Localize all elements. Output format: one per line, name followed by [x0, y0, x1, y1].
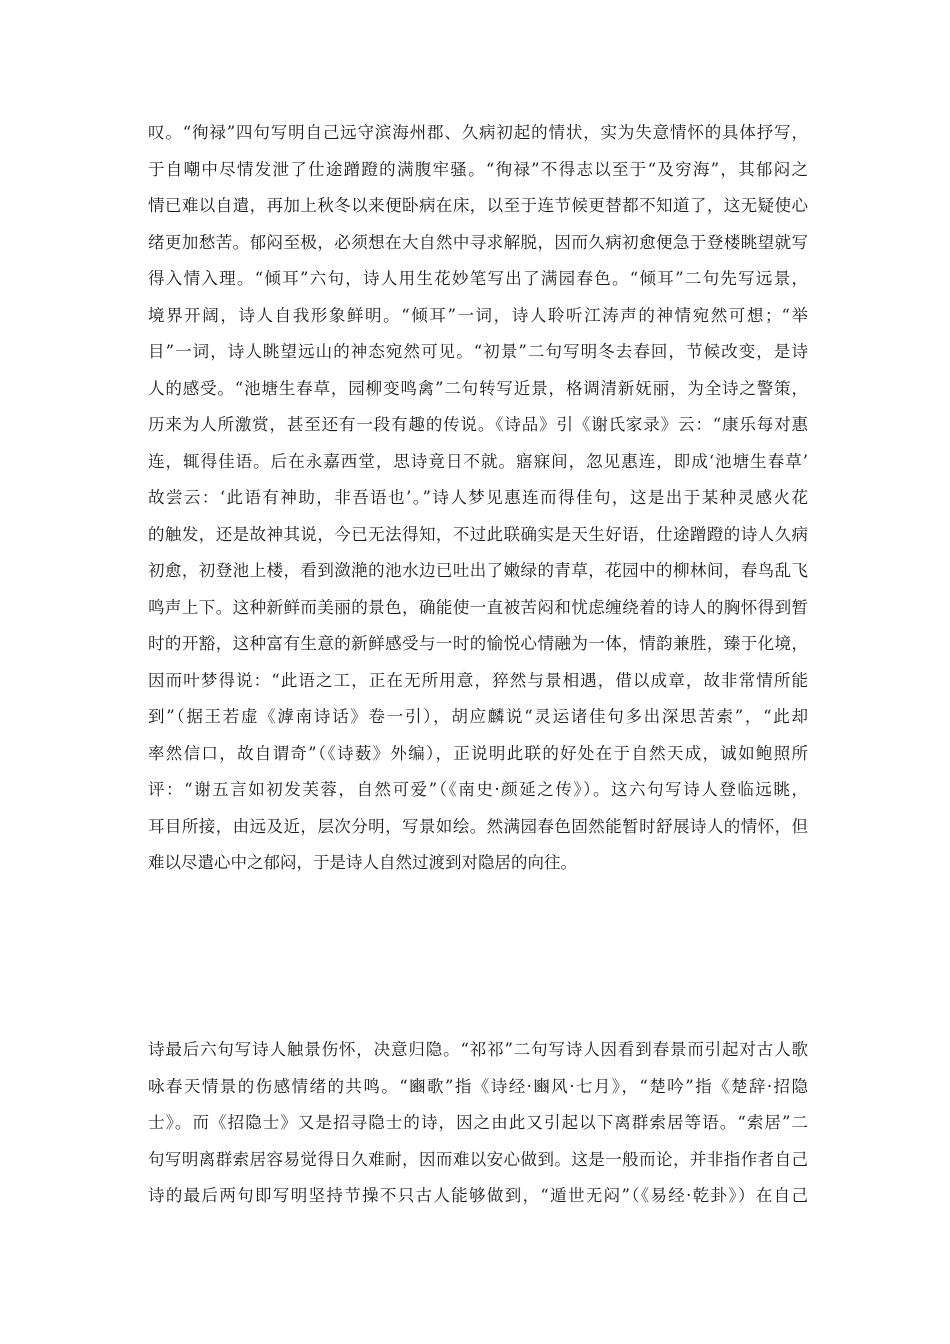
- text-line: 咏春天情景的伤感情绪的共鸣。“豳歌”指《诗经·豳风·七月》，“楚吟”指《楚辞·招隐: [148, 1076, 808, 1096]
- text-line: 情已难以自遣，再加上秋冬以来便卧病在床，以至于连节候更替都不知道了，这无疑使心: [148, 196, 808, 215]
- text-line: 诗的最后两句即写明坚持节操不只古人能够做到，“遁世无闷”（《易经·乾卦》）在自己: [148, 1186, 808, 1205]
- text-line: 目”一词，诗人眺望远山的神态宛然可见。“初景”二句写明冬去春回，节候改变，是诗: [148, 342, 808, 361]
- text-line: 人的感受。“池塘生春草，园柳变鸣禽”二句转写近景，格调清新妩丽，为全诗之警策，: [148, 378, 808, 398]
- text-line: 的触发，还是故神其说，今已无法得知，不过此联确实是天生好语，仕途蹭蹬的诗人久病: [148, 524, 808, 544]
- text-line: 诗最后六句写诗人触景伤怀，决意归隐。“祁祁”二句写诗人因看到春景而引起对古人歌: [148, 1040, 808, 1059]
- text-line: 耳目所接，由远及近，层次分明，写景如绘。然满园春色固然能暂时舒展诗人的情怀，但: [148, 816, 808, 836]
- text-line: 叹。“徇禄”四句写明自己远守滨海州郡、久病初起的情状，实为失意情怀的具体抒写，: [148, 123, 808, 142]
- text-line: 士》。而《招隐士》又是招寻隐士的诗，因之由此又引起以下离群索居等语。“索居”二: [148, 1113, 808, 1132]
- text-line: 历来为人所激赏，甚至还有一段有趣的传说。《诗品》引《谢氏家录》云：“康乐每对惠: [148, 415, 808, 434]
- text-line: 连，辄得佳语。后在永嘉西堂，思诗竟日不就。寤寐间，忽见惠连，即成‘池塘生春草’: [148, 451, 808, 471]
- text-line: 句写明离群索居容易觉得日久难耐，因而难以安心做到。这是一般而论，并非指作者自己: [148, 1149, 808, 1169]
- text-line: 到”（据王若虚《滹南诗话》卷一引），胡应麟说“灵运诸佳句多出深思苦索”，“此却: [148, 707, 808, 726]
- text-line: 初愈，初登池上楼，看到潋滟的池水边已吐出了嫩绿的青草，花园中的柳林间，春鸟乱飞: [148, 561, 808, 580]
- text-line: 故尝云：‘此语有神助，非吾语也’。”诗人梦见惠连而得佳句，这是出于某种灵感火花: [148, 488, 808, 507]
- text-line: 评：“谢五言如初发芙蓉，自然可爱”（《南史·颜延之传》）。这六句写诗人登临远眺，: [148, 780, 808, 799]
- text-line: 于自嘲中尽情发泄了仕途蹭蹬的满腹牢骚。“徇禄”不得志以至于“及穷海”，其郁闷之: [148, 159, 808, 179]
- paragraph-commentary-retreat: [148, 1032, 808, 1215]
- text-line: 鸣声上下。这种新鲜而美丽的景色，确能使一直被苦闷和忧虑缠绕着的诗人的胸怀得到暂: [148, 597, 808, 617]
- text-line: 境界开阔，诗人自我形象鲜明。“倾耳”一词，诗人聆听江涛声的神情宛然可想；“举: [148, 305, 808, 325]
- text-line: 率然信口，故自谓奇”（《诗薮》外编），正说明此联的好处在于自然天成，诚如鲍照所: [148, 743, 808, 763]
- text-line: 绪更加愁苦。郁闷至极，必须想在大自然中寻求解脱，因而久病初愈便急于登楼眺望就写: [148, 232, 808, 252]
- text-line: 因而叶梦得说：“此语之工，正在无所用意，猝然与景相遇，借以成章，故非常情所能: [148, 670, 808, 690]
- text-line: 时的开豁，这种富有生意的新鲜感受与一时的愉悦心情融为一体，情韵兼胜，臻于化境，: [148, 634, 808, 653]
- paragraph-commentary-scenery: [148, 115, 808, 882]
- text-line: 难以尽遣心中之郁闷，于是诗人自然过渡到对隐居的向往。: [148, 853, 577, 872]
- text-line: 得入情入理。“倾耳”六句，诗人用生花妙笔写出了满园春色。“倾耳”二句先写远景，: [148, 269, 808, 288]
